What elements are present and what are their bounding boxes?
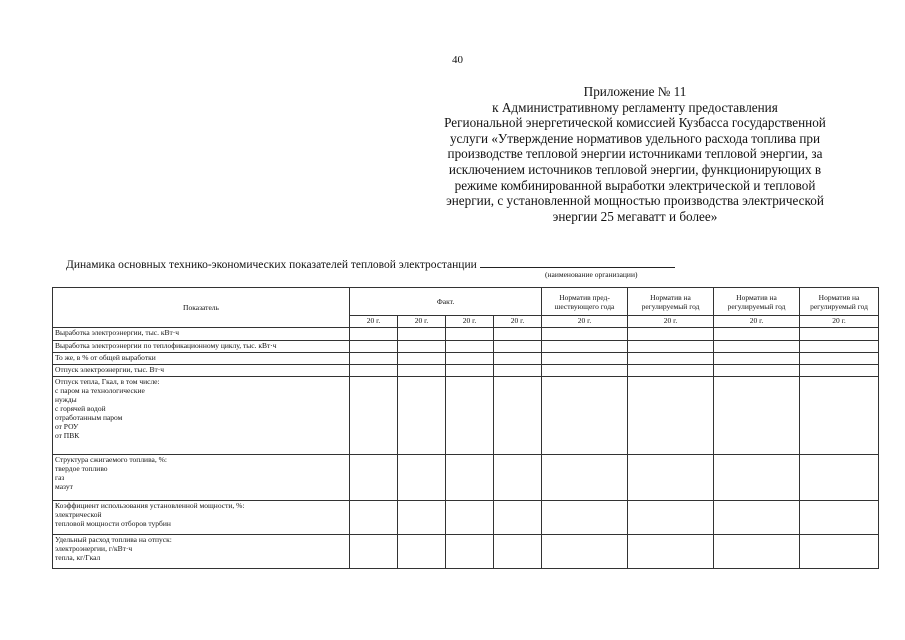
- year-cell: 20 г.: [350, 316, 398, 328]
- value-cell: [398, 534, 446, 568]
- indicator-cell: [53, 364, 350, 376]
- indicator-cell: [53, 352, 350, 364]
- organization-note: (наименование организации): [545, 270, 638, 279]
- value-cell: [800, 534, 879, 568]
- appendix-line: Региональной энергетической комиссией Кузбасса государственной: [444, 115, 826, 131]
- appendix-line: к Административному регламенту предоставления: [492, 99, 778, 115]
- page-number: 40: [452, 54, 463, 66]
- indicator-cell: [53, 328, 350, 340]
- indicator-text: твердое топливо: [55, 464, 108, 474]
- header-norm-regulated-2: Норматив на регулируемый год: [714, 288, 800, 316]
- table-row: [53, 455, 879, 500]
- indicator-text: от РОУ: [55, 422, 79, 432]
- value-cell: [350, 352, 398, 364]
- indicator-text: Структура сжигаемого топлива, %:: [55, 455, 167, 465]
- indicator-cell: [53, 377, 350, 455]
- value-cell: [398, 352, 446, 364]
- table-row: [53, 377, 879, 455]
- value-cell: [542, 500, 628, 534]
- value-cell: [446, 340, 494, 352]
- appendix-line: исключением источников тепловой энергии, функционирующих в: [448, 161, 822, 177]
- year-cell: 20 г.: [714, 316, 800, 328]
- indicator-text: Отпуск тепла, Гкал, в том числе:: [55, 377, 160, 387]
- value-cell: [446, 352, 494, 364]
- value-cell: [628, 328, 714, 340]
- indicator-text: от ПВК: [55, 431, 80, 441]
- header-fact: Факт.: [350, 288, 542, 316]
- value-cell: [446, 534, 494, 568]
- indicator-text: То же, в % от общей выработки: [55, 352, 156, 362]
- indicator-text: Коэффициент использования установленной мощности, %:: [55, 500, 245, 510]
- value-cell: [628, 340, 714, 352]
- value-cell: [628, 455, 714, 500]
- indicator-text: электрической: [55, 509, 102, 519]
- appendix-heading: [410, 84, 860, 224]
- indicator-text: электроэнергии, г/кВт·ч: [55, 543, 133, 553]
- value-cell: [628, 352, 714, 364]
- header-norm-regulated-3: Норматив на регулируемый год: [800, 288, 879, 316]
- value-cell: [800, 340, 879, 352]
- value-cell: [398, 364, 446, 376]
- appendix-line: Приложение № 11: [583, 84, 687, 99]
- appendix-line: производстве тепловой энергии источниками тепловой энергии, за: [447, 146, 823, 162]
- year-cell: 20 г.: [542, 316, 628, 328]
- value-cell: [446, 377, 494, 455]
- value-cell: [714, 455, 800, 500]
- value-cell: [628, 377, 714, 455]
- header-indicator: Показатель: [53, 288, 350, 328]
- value-cell: [800, 328, 879, 340]
- value-cell: [350, 364, 398, 376]
- indicator-text: Выработка электроэнергии, тыс. кВт·ч: [55, 328, 180, 338]
- indicator-cell: [53, 340, 350, 352]
- value-cell: [494, 500, 542, 534]
- indicator-text: Выработка электроэнергии по теплофикационному циклу, тыс. кВт·ч: [55, 340, 277, 350]
- value-cell: [800, 352, 879, 364]
- value-cell: [350, 340, 398, 352]
- year-cell: 20 г.: [446, 316, 494, 328]
- value-cell: [494, 340, 542, 352]
- indicators-table: [52, 287, 879, 569]
- table-row: [53, 534, 879, 568]
- value-cell: [446, 500, 494, 534]
- value-cell: [398, 328, 446, 340]
- value-cell: [350, 500, 398, 534]
- appendix-line: услуги «Утверждение нормативов удельного расхода топлива при: [449, 130, 821, 146]
- indicator-text: тепла, кг/Гкал: [55, 552, 101, 562]
- indicator-text: Отпуск электроэнергии, тыс. Вт·ч: [55, 364, 165, 374]
- indicator-text: с горячей водой: [55, 404, 106, 414]
- indicator-text: с паром на технологические: [55, 386, 145, 396]
- value-cell: [494, 534, 542, 568]
- value-cell: [714, 500, 800, 534]
- value-cell: [542, 534, 628, 568]
- year-cell: 20 г.: [494, 316, 542, 328]
- indicator-cell: [53, 534, 350, 568]
- value-cell: [542, 455, 628, 500]
- year-cell: 20 г.: [628, 316, 714, 328]
- indicator-text: нужды: [55, 395, 77, 405]
- value-cell: [800, 455, 879, 500]
- value-cell: [494, 377, 542, 455]
- value-cell: [398, 455, 446, 500]
- value-cell: [714, 340, 800, 352]
- value-cell: [628, 534, 714, 568]
- table-row: [53, 352, 879, 364]
- table-row: [53, 364, 879, 376]
- value-cell: [542, 352, 628, 364]
- value-cell: [398, 340, 446, 352]
- appendix-line: энергии, с установленной мощностью производства электрической: [446, 193, 824, 209]
- value-cell: [350, 328, 398, 340]
- header-norm-regulated-1: Норматив на регулируемый год: [628, 288, 714, 316]
- indicator-text: газ: [55, 473, 65, 483]
- value-cell: [800, 364, 879, 376]
- table-row: [53, 500, 879, 534]
- value-cell: [398, 377, 446, 455]
- caption-text: Динамика основных технико-экономических показателей тепловой электростанции: [66, 259, 477, 271]
- indicator-cell: [53, 500, 350, 534]
- value-cell: [446, 455, 494, 500]
- value-cell: [714, 352, 800, 364]
- value-cell: [494, 328, 542, 340]
- value-cell: [350, 377, 398, 455]
- value-cell: [628, 364, 714, 376]
- value-cell: [446, 328, 494, 340]
- organization-blank-line: [480, 258, 675, 268]
- indicator-text: Удельный расход топлива на отпуск:: [55, 534, 172, 544]
- appendix-line: энергии 25 мегаватт и более»: [552, 208, 718, 224]
- value-cell: [542, 364, 628, 376]
- value-cell: [800, 500, 879, 534]
- value-cell: [714, 364, 800, 376]
- value-cell: [398, 500, 446, 534]
- value-cell: [714, 377, 800, 455]
- value-cell: [714, 328, 800, 340]
- value-cell: [542, 340, 628, 352]
- appendix-line: режиме комбинированной выработки электрической и тепловой: [454, 177, 816, 193]
- value-cell: [350, 534, 398, 568]
- value-cell: [542, 377, 628, 455]
- indicator-text: отработанным паром: [55, 413, 123, 423]
- value-cell: [542, 328, 628, 340]
- value-cell: [494, 352, 542, 364]
- table-row: [53, 328, 879, 340]
- indicator-cell: [53, 455, 350, 500]
- year-cell: 20 г.: [398, 316, 446, 328]
- table-row: [53, 340, 879, 352]
- indicator-text: тепловой мощности отборов турбин: [55, 518, 171, 528]
- value-cell: [446, 364, 494, 376]
- table-header-row: [53, 288, 879, 316]
- value-cell: [800, 377, 879, 455]
- header-norm-previous: Норматив пред- шествующего года: [542, 288, 628, 316]
- value-cell: [494, 364, 542, 376]
- value-cell: [714, 534, 800, 568]
- value-cell: [494, 455, 542, 500]
- indicator-text: мазут: [55, 482, 73, 492]
- year-cell: 20 г.: [800, 316, 879, 328]
- value-cell: [350, 455, 398, 500]
- value-cell: [628, 500, 714, 534]
